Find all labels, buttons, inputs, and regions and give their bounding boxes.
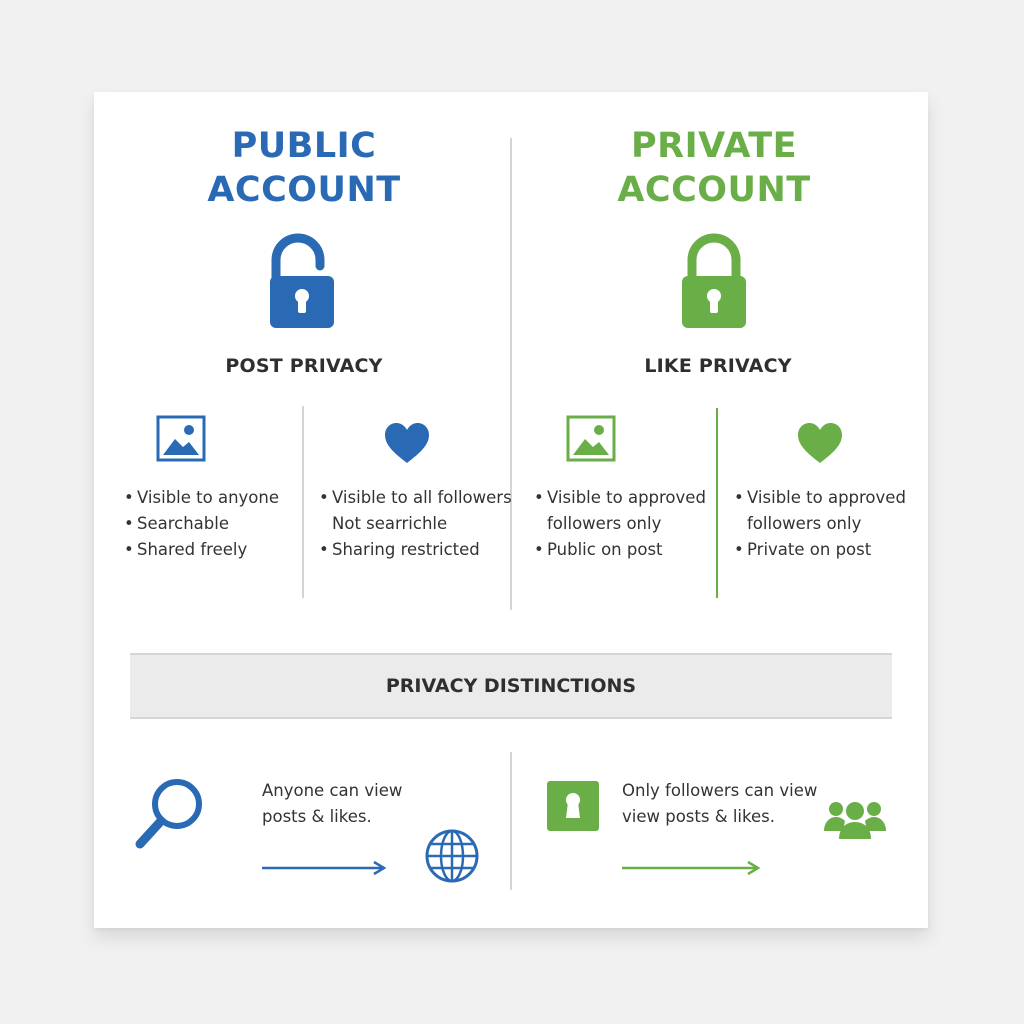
private-description: Only followers can view view posts & likes.	[622, 781, 818, 826]
private-likes-bullets	[732, 485, 906, 563]
comparison-card	[94, 92, 928, 928]
private-account-title: PRIVATE ACCOUNT	[617, 126, 811, 210]
list-item: • Visible to all followers	[319, 488, 512, 507]
privacy-distinctions-banner: PRIVACY DISTINCTIONS	[130, 653, 892, 719]
list-item: • Shared freely	[124, 540, 248, 559]
globe-icon	[424, 828, 480, 884]
list-item: Not searrichle	[332, 514, 448, 533]
unlocked-padlock-icon	[266, 230, 338, 330]
image-icon	[156, 415, 206, 462]
center-divider-bottom	[510, 752, 512, 890]
like-privacy-label: LIKE PRIVACY	[644, 355, 792, 377]
list-item: • Visible to approved	[534, 488, 706, 507]
heart-icon	[384, 422, 430, 464]
list-item: • Visible to approved	[734, 488, 906, 507]
list-item: followers only	[747, 514, 862, 533]
list-item: • Sharing restricted	[319, 540, 480, 559]
public-subcolumn-divider	[302, 406, 304, 598]
locked-padlock-icon	[678, 230, 750, 330]
public-posts-bullets	[122, 485, 279, 563]
image-icon	[566, 415, 616, 462]
list-item: • Searchable	[124, 514, 230, 533]
list-item: • Private on post	[734, 540, 872, 559]
heart-icon	[797, 422, 843, 464]
private-subcolumn-divider	[716, 408, 718, 598]
keyhole-icon	[546, 780, 600, 832]
post-privacy-label: POST PRIVACY	[225, 355, 383, 377]
public-description: Anyone can view posts & likes.	[262, 781, 403, 826]
list-item: followers only	[547, 514, 662, 533]
magnifier-icon	[132, 776, 206, 852]
public-likes-bullets	[317, 485, 512, 563]
list-item: • Public on post	[534, 540, 663, 559]
public-account-title: PUBLIC ACCOUNT	[207, 126, 401, 210]
arrow-right-icon	[622, 859, 762, 877]
arrow-right-icon	[262, 859, 388, 877]
private-posts-bullets	[532, 485, 706, 563]
people-group-icon	[822, 798, 888, 840]
list-item: • Visible to anyone	[124, 488, 279, 507]
